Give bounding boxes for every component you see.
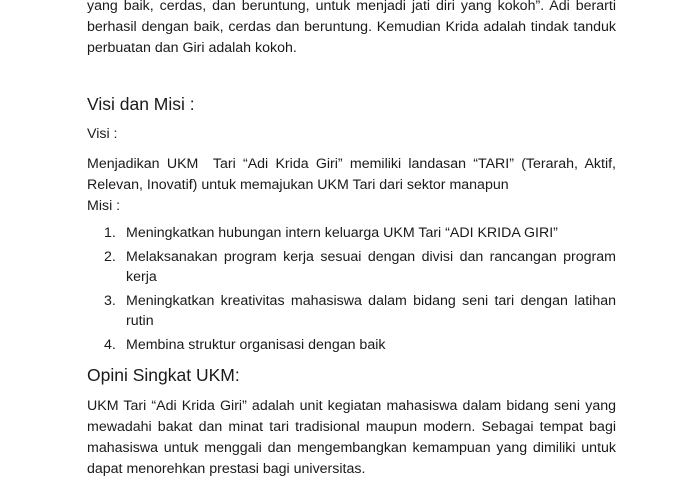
visi-paragraph [87, 154, 616, 196]
intro-line: perbuatan dan Giri adalah kokoh. [87, 40, 297, 56]
misi-item-text: Meningkatkan hubungan intern keluarga UKM Tari “ADI KRIDA GIRI” [126, 225, 558, 241]
opini-line: dapat menorehkan prestasi bagi universitas. [87, 461, 366, 477]
misi-item-text: Melaksanakan program kerja sesuai dengan divisi dan rancangan program [126, 249, 616, 265]
misi-item [87, 291, 616, 331]
opini-paragraph [87, 396, 616, 480]
misi-label: Misi : [87, 198, 121, 214]
misi-item [87, 335, 616, 355]
intro-paragraph [87, 0, 616, 59]
misi-item [87, 247, 616, 287]
intro-line: yang baik, cerdas, dan beruntung, untuk menjadi jati diri yang kokoh”. Adi berarti [87, 0, 616, 14]
misi-item-number: 4. [104, 337, 116, 353]
visi-label: Visi : [87, 126, 118, 142]
misi-item-text: rutin [126, 313, 154, 329]
misi-item-text: kerja [126, 269, 157, 285]
visi-line: Menjadikan UKM Tari “Adi Krida Giri” memiliki landasan “TARI” (Terarah, Aktif, [87, 156, 616, 172]
opini-heading: Opini Singkat UKM: [87, 365, 240, 385]
visi-misi-heading: Visi dan Misi : [87, 94, 195, 114]
misi-list [87, 223, 616, 359]
opini-line: mewadahi bakat dan minat tari tradisional maupun modern. Sebagai tempat bagi [87, 419, 616, 435]
misi-item-number: 3. [104, 293, 116, 309]
opini-line: UKM Tari “Adi Krida Giri” adalah unit kegiatan mahasiswa dalam bidang seni yang [87, 398, 616, 414]
intro-line: berhasil dengan baik, cerdas dan beruntung. Kemudian Krida adalah tindak tanduk [87, 19, 616, 35]
visi-line: Relevan, Inovatif) untuk memajukan UKM Tari dari sektor manapun [87, 177, 509, 193]
misi-item-number: 1. [104, 225, 116, 241]
misi-item-text: Meningkatkan kreativitas mahasiswa dalam bidang seni tari dengan latihan [126, 293, 616, 309]
misi-item-text: Membina struktur organisasi dengan baik [126, 337, 386, 353]
opini-line: mahasiswa untuk menggali dan mengembangkan kemampuan yang dimiliki untuk [87, 440, 616, 456]
misi-item [87, 223, 616, 243]
misi-item-number: 2. [104, 249, 116, 265]
